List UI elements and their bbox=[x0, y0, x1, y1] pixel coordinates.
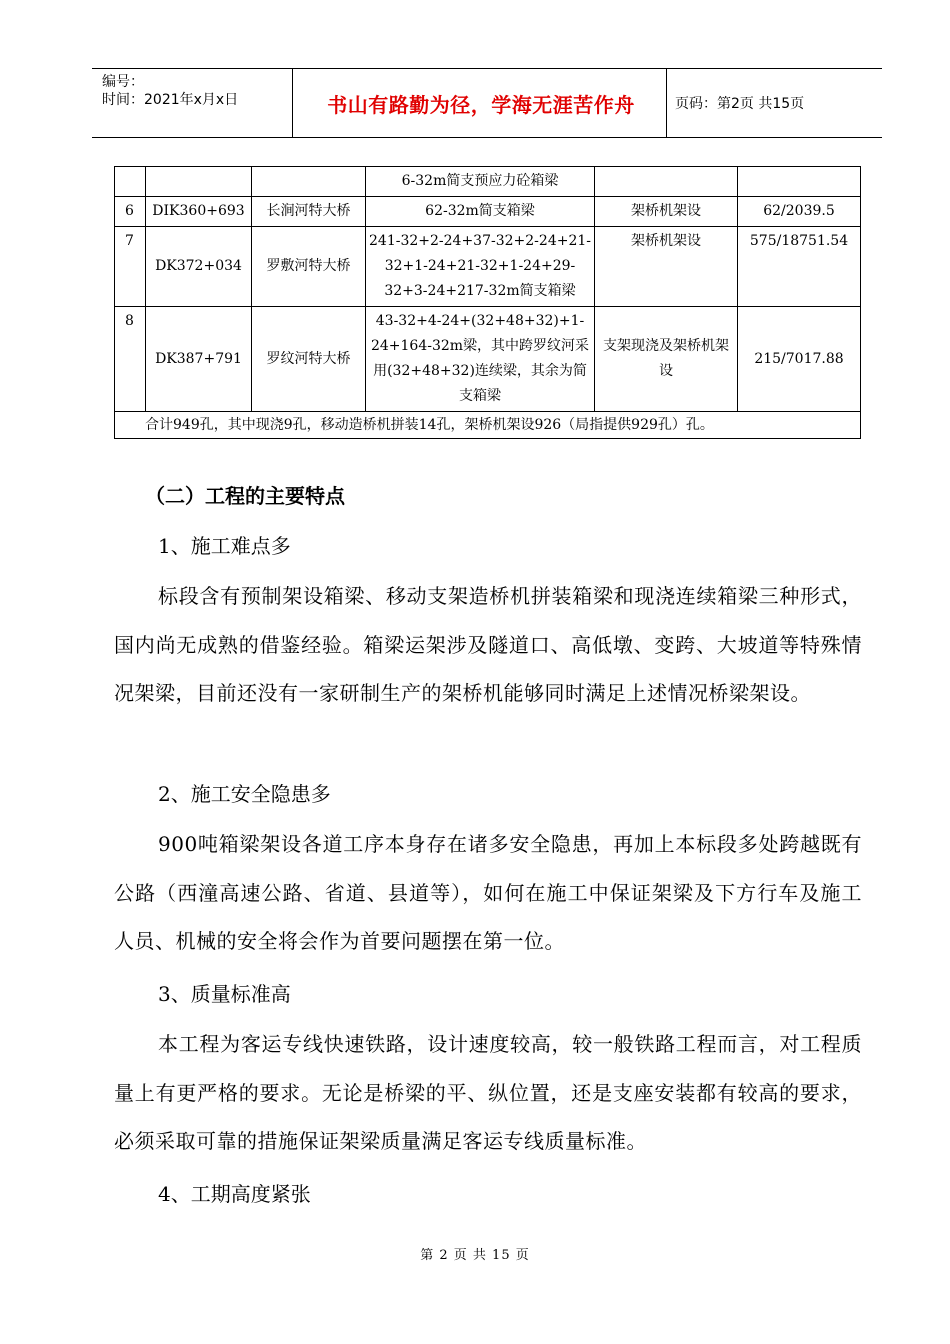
table-row bbox=[115, 227, 861, 307]
item-title: 4、工期高度紧张 bbox=[158, 1182, 311, 1206]
header-page-info: 页码：第2页 共15页 bbox=[675, 96, 805, 112]
section-heading: （二）工程的主要特点 bbox=[145, 484, 345, 508]
cell-method bbox=[595, 167, 738, 197]
cell-name: 长涧河特大桥 bbox=[252, 197, 366, 227]
table-row bbox=[115, 167, 861, 197]
page-header bbox=[92, 68, 882, 138]
cell-span: 62-32m简支箱梁 bbox=[366, 197, 595, 227]
cell-method: 架桥机架设 bbox=[595, 197, 738, 227]
paragraph: 900吨箱梁架设各道工序本身存在诸多安全隐患，再加上本标段多处跨越既有公路（西潼高速公路、省道、县道等），如何在施工中保证架梁及下方行车及施工人员、机械的安全将会作为首要问题摆在第一位。 bbox=[114, 832, 862, 953]
time-label: 时间：2021年x月x日 bbox=[102, 92, 239, 108]
item-title: 2、施工安全隐患多 bbox=[158, 782, 331, 806]
item-title: 3、质量标准高 bbox=[158, 982, 291, 1006]
cell-span: 6-32m简支预应力砼箱梁 bbox=[366, 167, 595, 197]
cell-qty: 62/2039.5 bbox=[738, 197, 861, 227]
cell-mileage: DK372+034 bbox=[146, 227, 252, 307]
cell-name bbox=[252, 167, 366, 197]
cell-mileage: DIK360+693 bbox=[146, 197, 252, 227]
number-label: 编号： bbox=[102, 74, 144, 90]
cell-no bbox=[115, 167, 146, 197]
header-divider bbox=[292, 69, 293, 137]
cell-mileage bbox=[146, 167, 252, 197]
header-motto: 书山有路勤为径，学海无涯苦作舟 bbox=[327, 92, 635, 117]
header-meta bbox=[102, 73, 238, 109]
cell-no: 8 bbox=[115, 307, 146, 412]
cell-no: 6 bbox=[115, 197, 146, 227]
table-row bbox=[115, 307, 861, 412]
cell-qty: 575/18751.54 bbox=[738, 227, 861, 307]
bridge-table bbox=[114, 166, 861, 439]
cell-qty: 215/7017.88 bbox=[738, 307, 861, 412]
cell-span: 241-32+2-24+37-32+2-24+21-32+1-24+21-32+1-24+29-32+3-24+217-32m简支箱梁 bbox=[366, 227, 595, 307]
header-divider bbox=[666, 69, 667, 137]
cell-no: 7 bbox=[115, 227, 146, 307]
cell-qty bbox=[738, 167, 861, 197]
cell-method: 支架现浇及架桥机架设 bbox=[595, 307, 738, 412]
page-footer: 第 2 页 共 15 页 bbox=[420, 1248, 530, 1263]
table-row bbox=[115, 197, 861, 227]
cell-name: 罗敷河特大桥 bbox=[252, 227, 366, 307]
paragraph: 本工程为客运专线快速铁路，设计速度较高，较一般铁路工程而言，对工程质量上有更严格的要求。无论是桥梁的平、纵位置，还是支座安装都有较高的要求，必须采取可靠的措施保证架梁质量满足客运专线质量标准。 bbox=[114, 1032, 862, 1153]
table-total-row bbox=[115, 412, 861, 439]
cell-mileage: DK387+791 bbox=[146, 307, 252, 412]
cell-span: 43-32+4-24+(32+48+32)+1-24+164-32m梁，其中跨罗纹河采用(32+48+32)连续梁，其余为简支箱梁 bbox=[366, 307, 595, 412]
cell-name: 罗纹河特大桥 bbox=[252, 307, 366, 412]
cell-total: 合计949孔，其中现浇9孔，移动造桥机拼装14孔，架桥机架设926（局指提供929孔）孔。 bbox=[115, 412, 861, 439]
cell-method: 架桥机架设 bbox=[595, 227, 738, 307]
item-title: 1、施工难点多 bbox=[158, 534, 291, 558]
paragraph: 标段含有预制架设箱梁、移动支架造桥机拼装箱梁和现浇连续箱梁三种形式，国内尚无成熟的借鉴经验。箱梁运架涉及隧道口、高低墩、变跨、大坡道等特殊情况架梁，目前还没有一家研制生产的架桥机能够同时满足上述情况桥梁架设。 bbox=[114, 584, 862, 705]
